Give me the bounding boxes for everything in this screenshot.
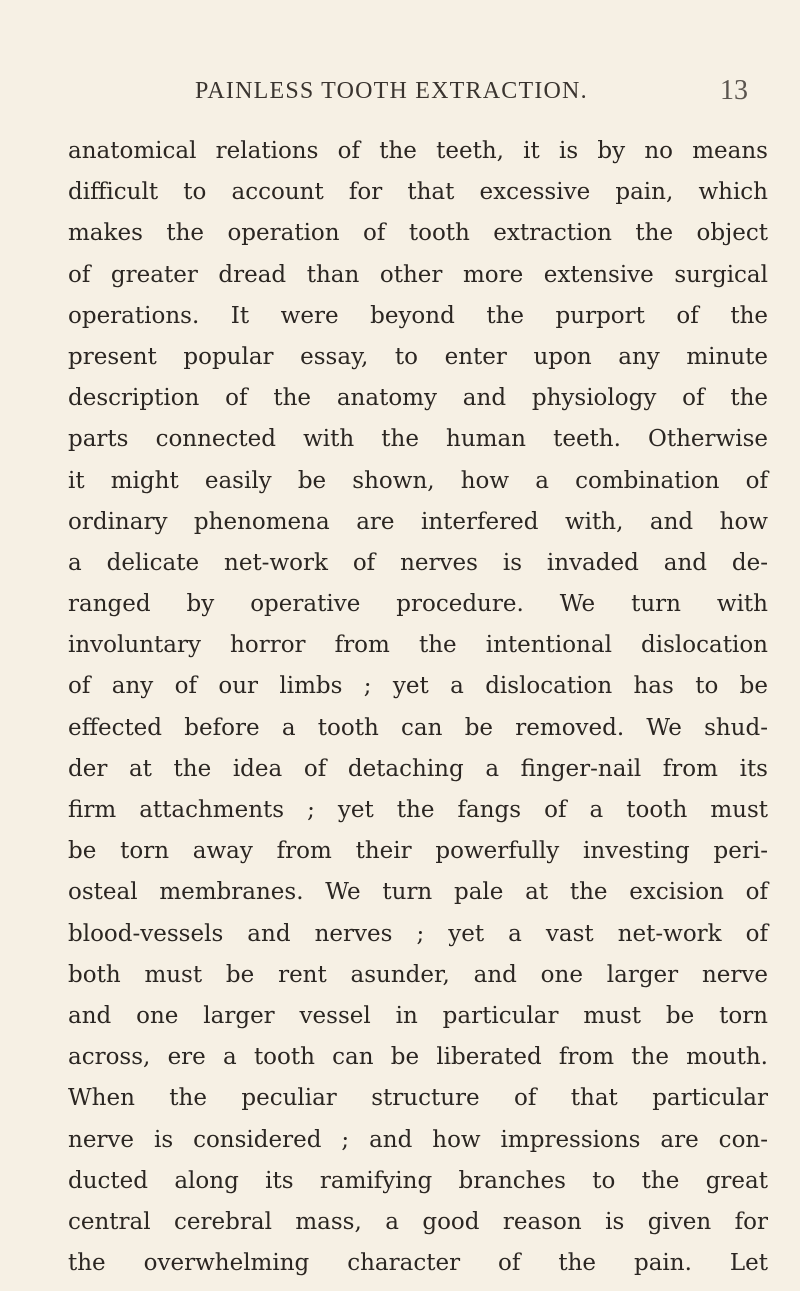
body-text xyxy=(68,131,768,1284)
text-line: nerve is considered ; and how impressions are con- xyxy=(68,1126,768,1153)
text-line: it might easily be shown, how a combination of xyxy=(68,467,768,494)
running-title: PAINLESS TOOTH EXTRACTION. xyxy=(195,78,588,104)
text-line: effected before a tooth can be removed. We shud- xyxy=(68,714,768,741)
text-line: makes the operation of tooth extraction the object xyxy=(68,220,768,247)
text-line: both must be rent asunder, and one larger nerve xyxy=(68,961,768,988)
text-line: ducted along its ramifying branches to the great xyxy=(68,1167,768,1194)
text-line: of greater dread than other more extensive surgical xyxy=(68,261,768,288)
text-line: the overwhelming character of the pain. Let xyxy=(68,1250,768,1277)
text-line: When the peculiar structure of that particular xyxy=(68,1085,768,1112)
text-line: involuntary horror from the intentional dislocation xyxy=(68,632,768,659)
text-line: ranged by operative procedure. We turn with xyxy=(68,591,768,618)
text-line: across, ere a tooth can be liberated from the mouth. xyxy=(68,1044,768,1071)
text-line: present popular essay, to enter upon any minute xyxy=(68,343,768,370)
text-line: der at the idea of detaching a finger-nail from its xyxy=(68,755,768,782)
text-line: a delicate net-work of nerves is invaded and de- xyxy=(68,549,768,576)
text-line: and one larger vessel in particular must be torn xyxy=(68,1002,768,1029)
text-line: ordinary phenomena are interfered with, and how xyxy=(68,508,768,535)
text-line: of any of our limbs ; yet a dislocation has to be xyxy=(68,673,768,700)
text-line: difficult to account for that excessive pain, which xyxy=(68,179,768,206)
text-line: blood-vessels and nerves ; yet a vast net-work of xyxy=(68,920,768,947)
text-line: central cerebral mass, a good reason is given for xyxy=(68,1208,768,1235)
text-line: osteal membranes. We turn pale at the excision of xyxy=(68,879,768,906)
text-line: description of the anatomy and physiology of the xyxy=(68,385,768,412)
running-head xyxy=(0,75,800,118)
text-line: be torn away from their powerfully investing peri- xyxy=(68,838,768,865)
page-number: 13 xyxy=(720,75,748,106)
text-line: anatomical relations of the teeth, it is by no means xyxy=(68,138,768,164)
text-line: parts connected with the human teeth. Otherwise xyxy=(68,426,768,453)
text-line: firm attachments ; yet the fangs of a tooth must xyxy=(68,797,768,823)
text-line: operations. It were beyond the purport of the xyxy=(68,302,768,329)
